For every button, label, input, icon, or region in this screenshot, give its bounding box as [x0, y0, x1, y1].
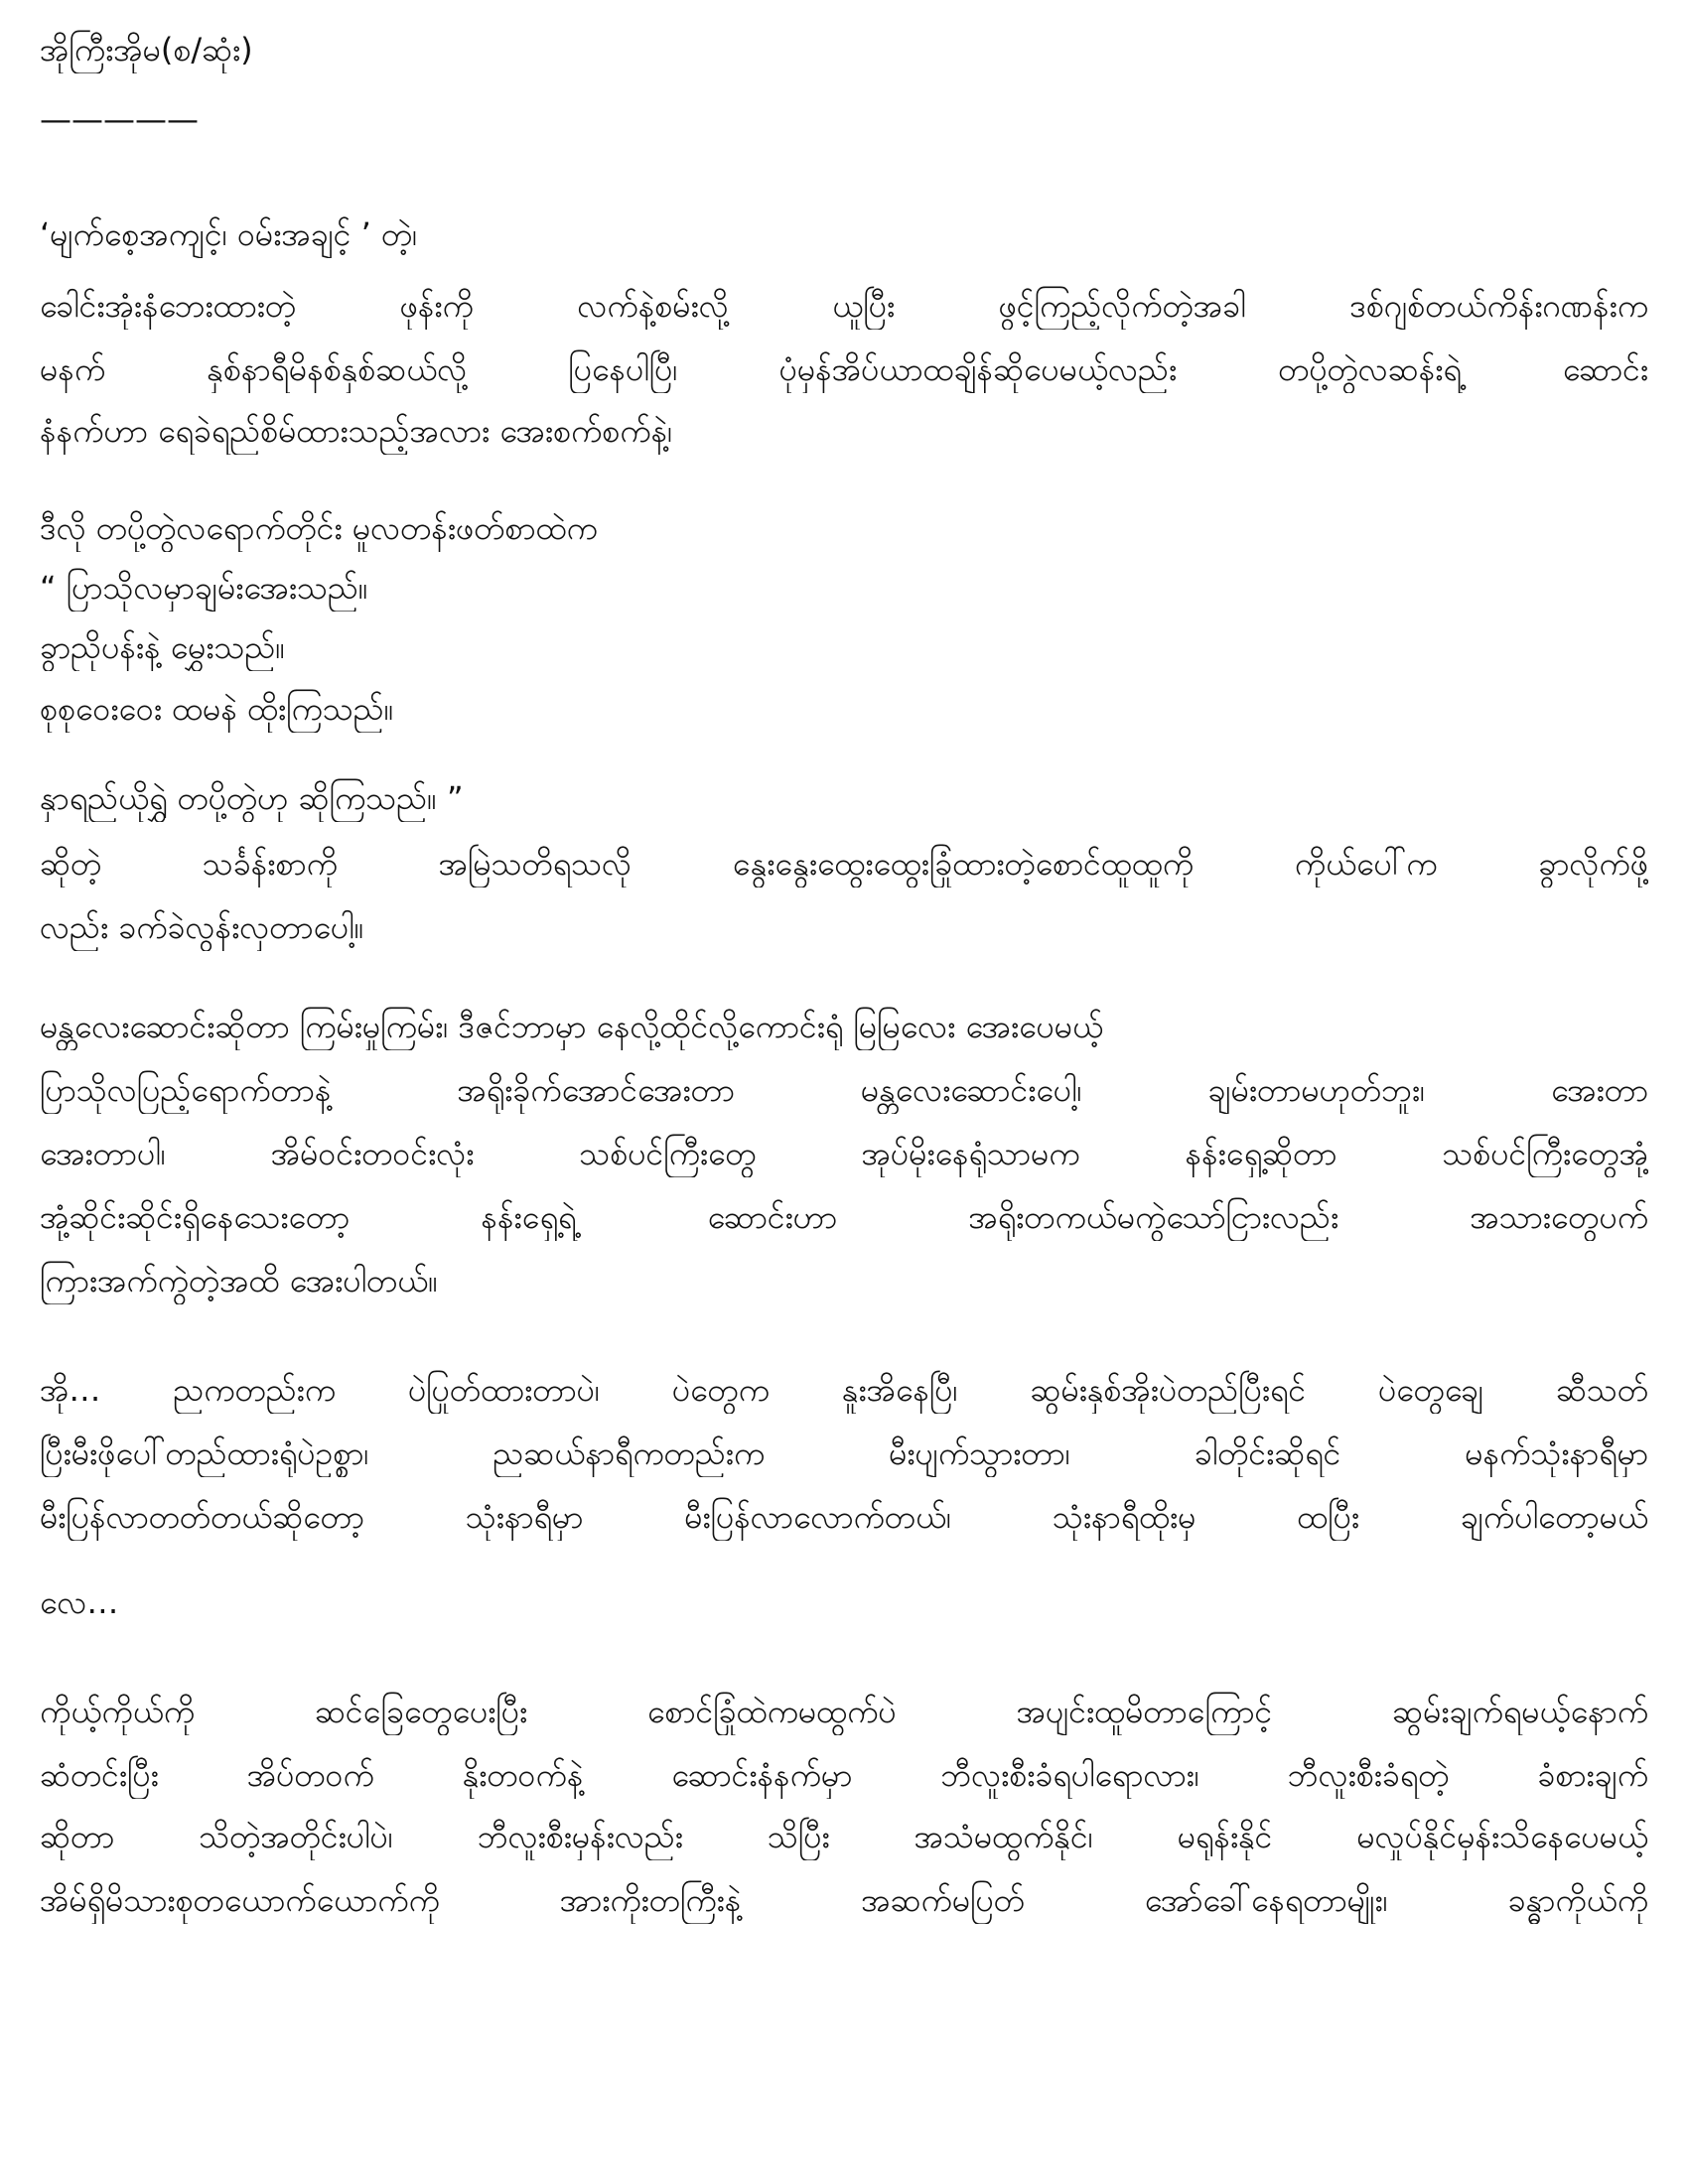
separator-line: —————: [40, 100, 199, 138]
paragraph-8-line-4: အိမ်ရှိမိသားစုတယောက်ယောက်ကို အားကိုးတကြီးနဲ့ အဆက်မပြတ် အော်ခေါ်နေရတာမျိုး၊ ခန္ဓာကိုယ်ကို: [40, 1881, 1648, 1919]
paragraph-2-line-3: နံနက်ဟာ ရေခဲရည်စိမ်ထားသည့်အလား အေးစက်စက်နဲ့၊: [40, 412, 673, 450]
paragraph-8-line-2: ဆံတင်းပြီး အိပ်တဝက် နိုးတဝက်နဲ့ ဆောင်းနံနက်မှာ ဘီလူးစီးခံရပါရောလား၊ ဘီလူးစီးခံရတဲ့ ခံစားချက်: [40, 1756, 1648, 1794]
paragraph-3-line-4: စုစုဝေးဝေး ထမနဲ ထိုးကြသည်။: [40, 690, 394, 728]
paragraph-7-line-1: လေ…: [40, 1583, 119, 1621]
paragraph-8-line-3: ဆိုတာ သိတဲ့အတိုင်းပါပဲ၊ ဘီလူးစီးမှန်းလည်း သိပြီး အသံမထွက်နိုင်၊ မရုန်းနိုင် မလှုပ်နိုင်မှန်းသိနေပေမယ့်: [40, 1818, 1648, 1855]
document-title: အိုကြီးအိုမ(စ/ဆုံး): [40, 31, 253, 68]
paragraph-4-line-3: လည်း ခက်ခဲလွန်းလှတာပေါ့။: [40, 908, 364, 946]
paragraph-5-line-2: ပြာသိုလပြည့်ရောက်တာနဲ့ အရိုးခိုက်အောင်အေးတာ မန္တလေးဆောင်းပေါ့၊ ချမ်းတာမဟုတ်ဘူး၊ အေးတာ: [40, 1071, 1648, 1109]
paragraph-4-line-1: နှာရည်ယိုရွှဲ တပို့တွဲဟု ဆိုကြသည်။ ”: [40, 779, 464, 817]
paragraph-5-line-5: ကြားအက်ကွဲတဲ့အထိ အေးပါတယ်။: [40, 1262, 438, 1299]
paragraph-2-line-1: ခေါင်းအုံးနံဘေးထားတဲ့ ဖုန်းကို လက်နဲ့စမ်းလို့ ယူပြီး ဖွင့်ကြည့်လိုက်တဲ့အခါ ဒစ်ဂျစ်တယ်ကိန်းဂဏန်းက: [40, 287, 1648, 325]
paragraph-4-line-2: ဆိုတဲ့ သင်္ခန်းစာကို အမြဲသတိရသလို နွေးနွေးထွေးထွေးခြုံထားတဲ့စောင်ထူထူကို ကိုယ်ပေါ်က ခွာလိုက်ဖို့: [40, 845, 1648, 883]
paragraph-2-line-2: မနက် နှစ်နာရီမိနစ်နှစ်ဆယ်လို့ ပြနေပါပြီ၊ ပုံမှန်အိပ်ယာထချိန်ဆိုပေမယ့်လည်း တပို့တွဲလဆန်းရဲ့ ဆောင်း: [40, 350, 1648, 388]
paragraph-5-line-3: အေးတာပါ၊ အိမ်ဝင်းတဝင်းလုံး သစ်ပင်ကြီးတွေ အုပ်မိုးနေရုံသာမက နန်းရှေ့ဆိုတာ သစ်ပင်ကြီးတွေအုံ့: [40, 1135, 1648, 1172]
paragraph-5-line-1: မန္တလေးဆောင်းဆိုတာ ကြမ်းမှုကြမ်း၊ ဒီဇင်ဘာမှာ နေလို့ထိုင်လို့ကောင်းရုံ မြမြလေး အေးပေမယ့်: [40, 1008, 1104, 1045]
paragraph-6-line-2: ပြီးမီးဖိုပေါ်တည်ထားရုံပဲဥစ္စာ၊ ညဆယ်နာရီကတည်းက မီးပျက်သွားတာ၊ ခါတိုင်းဆိုရင် မနက်သုံးနာရီမှာ: [40, 1434, 1648, 1472]
paragraph-6-line-3: မီးပြန်လာတတ်တယ်ဆိုတော့ သုံးနာရီမှာ မီးပြန်လာလောက်တယ်၊ သုံးနာရီထိုးမှ ထပြီး ချက်ပါတော့မယ်: [40, 1498, 1648, 1536]
paragraph-3-line-3: ခွာညိုပန်းနဲ့ မွှေးသည်။: [40, 628, 286, 666]
paragraph-1-line-1: ‘မျက်စေ့အကျင့်၊ ဝမ်းအချင့် ’ တဲ့၊: [40, 215, 418, 253]
paragraph-3-line-2: “ ပြာသိုလမှာချမ်းအေးသည်။: [40, 569, 368, 607]
paragraph-5-line-4: အုံ့ဆိုင်းဆိုင်းရှိနေသေးတော့ နန်းရှေ့ရဲ့ ဆောင်းဟာ အရိုးတကယ်မကွဲသော်ငြားလည်း အသားတွေပက်: [40, 1198, 1648, 1236]
paragraph-8-line-1: ကိုယ့်ကိုယ်ကို ဆင်ခြေတွေပေးပြီး စောင်ခြုံထဲကမထွက်ပဲ အပျင်းထူမိတာကြောင့် ဆွမ်းချက်ရမယ့်နောက်: [40, 1693, 1648, 1730]
paragraph-3-line-1: ဒီလို တပို့တွဲလရောက်တိုင်း မူလတန်းဖတ်စာထဲက: [40, 509, 598, 547]
paragraph-6-line-1: အို… ညကတည်းက ပဲပြုတ်ထားတာပဲ၊ ပဲတွေက နူးအိနေပြီ၊ ဆွမ်းနှစ်အိုးပဲတည်ပြီးရင် ပဲတွေချေ ဆီသတ်: [40, 1371, 1648, 1409]
